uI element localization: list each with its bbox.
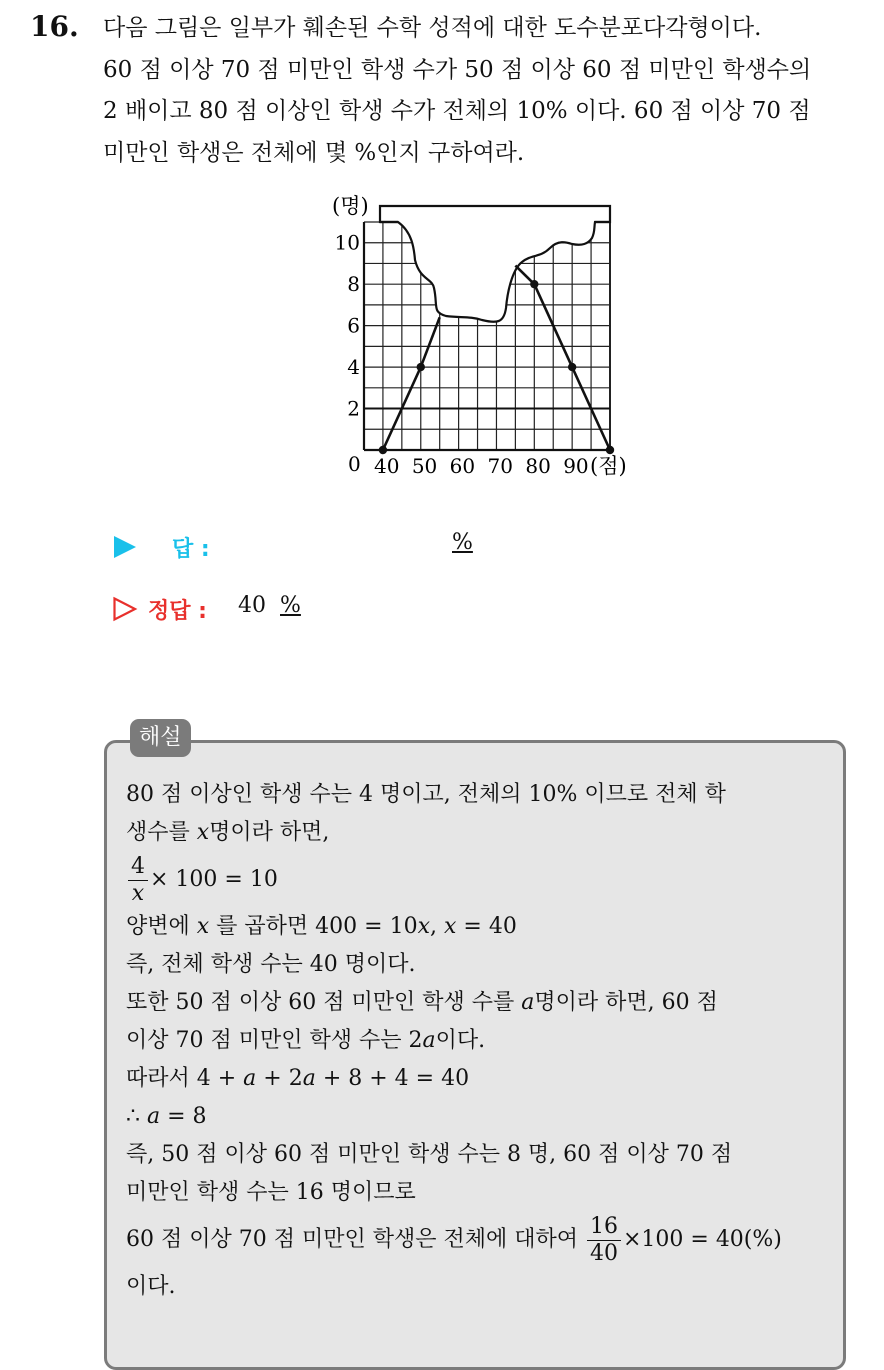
y-tick-label: 2 — [347, 396, 360, 421]
correct-answer-label: 정답 : — [148, 599, 207, 624]
solution-line — [126, 814, 782, 852]
frequency-polygon-chart — [320, 188, 650, 488]
text: 이상 70 점 미만인 학생 수는 2 — [126, 1028, 423, 1053]
var: a — [302, 1066, 316, 1091]
text: 따라서 4 + — [126, 1066, 244, 1091]
play-triangle-icon — [112, 534, 138, 560]
denominator: 40 — [589, 1240, 618, 1266]
x-tick-label: 80 — [525, 454, 551, 478]
solution-line: 80 점 이상인 학생 수는 4 명이고, 전체의 10% 이므로 전체 학 — [126, 782, 726, 807]
denominator: x — [131, 880, 145, 906]
data-point — [379, 446, 387, 454]
polygon-segment — [421, 317, 440, 367]
solution-line: 미만인 학생 수는 16 명이므로 — [126, 1180, 416, 1205]
text: 양변에 — [126, 914, 197, 939]
text: ×100 = 40(%) — [622, 1227, 782, 1252]
text: 이다. — [435, 1028, 486, 1053]
y-tick-label: 8 — [347, 272, 360, 297]
x-tick-label: 40 — [373, 454, 400, 478]
text: 명이라 하면, — [209, 820, 330, 845]
solution-line: 즉, 50 점 이상 60 점 미만인 학생 수는 8 명, 60 점 이상 70 점 — [126, 1142, 733, 1167]
text: × 100 = 10 — [150, 867, 278, 892]
text: , — [430, 914, 444, 939]
answer-unit[interactable]: % — [452, 530, 473, 555]
correct-unit: % — [280, 593, 301, 618]
text: 또한 50 점 이상 60 점 미만인 학생 수를 — [126, 990, 522, 1015]
solution-line — [126, 1060, 782, 1098]
data-point — [568, 363, 576, 371]
text: + 2 — [256, 1066, 303, 1091]
question-line: 2 배이고 80 점 이상인 학생 수가 전체의 10% 이다. 60 점 이상 70 점 — [103, 98, 811, 124]
var: a — [147, 1104, 161, 1129]
x-tick-label: 90 — [563, 454, 589, 478]
solution-line — [126, 1022, 782, 1060]
var: a — [521, 990, 535, 1015]
data-point — [417, 363, 425, 371]
y-tick-label: 6 — [347, 313, 360, 338]
answer-row — [110, 530, 510, 564]
var: x — [417, 914, 430, 939]
correct-answer-value — [238, 593, 301, 618]
fraction — [587, 1214, 621, 1267]
correct-answer-row — [110, 592, 510, 626]
text: = 8 — [160, 1104, 207, 1129]
question-line: 60 점 이상 70 점 미만인 학생 수가 50 점 이상 60 점 미만인 학생수의 — [103, 56, 812, 83]
solution-line: 이다. — [126, 1274, 176, 1299]
text: 를 곱하면 400 = 10 — [209, 914, 418, 939]
correct-value: 40 — [238, 593, 266, 618]
question-line: 다음 그림은 일부가 훼손된 수학 성적에 대한 도수분포다각형이다. — [103, 15, 762, 41]
text: = 40 — [456, 914, 517, 939]
solution-tag: 해설 — [130, 719, 191, 757]
solution-line — [126, 1098, 782, 1136]
text: ∴ — [126, 1104, 147, 1129]
x-tick-label: 60 — [449, 454, 476, 478]
numerator: 16 — [587, 1214, 621, 1241]
numerator: 4 — [128, 854, 148, 881]
fraction — [128, 854, 148, 907]
text: 생수를 — [126, 820, 197, 845]
var: x — [196, 914, 210, 939]
data-point — [530, 280, 538, 288]
solution-line — [126, 984, 782, 1022]
y-tick-label: 4 — [347, 355, 360, 380]
data-point — [606, 446, 614, 454]
var: x — [196, 820, 210, 845]
y-axis-label: (명) — [332, 194, 369, 218]
question-number: 16. — [30, 10, 79, 43]
solution-line — [126, 908, 782, 946]
origin-label: 0 — [348, 452, 361, 476]
var: x — [444, 914, 457, 939]
x-tick-label: 70 — [487, 454, 513, 478]
var: a — [422, 1028, 436, 1053]
var: a — [243, 1066, 257, 1091]
text: 60 점 이상 70 점 미만인 학생은 전체에 대하여 — [126, 1227, 585, 1252]
solution-line: 즉, 전체 학생 수는 40 명이다. — [126, 952, 416, 977]
x-axis-label: (점) — [590, 454, 627, 478]
solution-text — [126, 776, 782, 1306]
y-tick-label: 10 — [334, 230, 360, 255]
text: + 8 + 4 = 40 — [315, 1066, 470, 1091]
question-text — [103, 8, 863, 174]
x-tick-label: 50 — [411, 454, 438, 478]
outline-triangle-icon — [112, 596, 138, 622]
solution-line — [126, 852, 782, 908]
answer-label: 답 : — [172, 537, 210, 562]
question-line: 미만인 학생은 전체에 몇 %인지 구하여라. — [103, 139, 525, 166]
solution-line — [126, 1212, 782, 1268]
text: 명이라 하면, 60 점 — [534, 990, 718, 1015]
